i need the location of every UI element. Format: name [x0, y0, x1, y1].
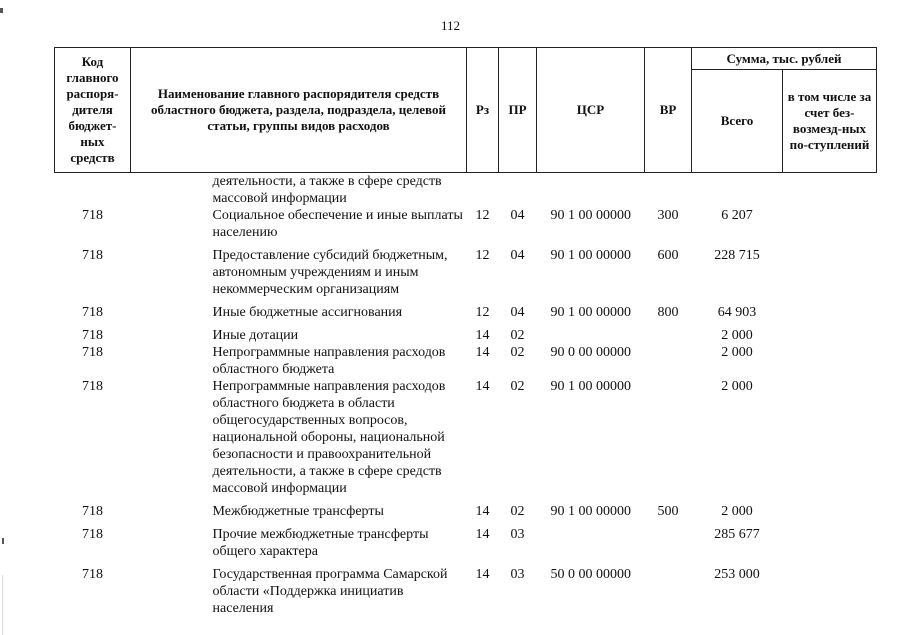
- row-code: 718: [82, 527, 103, 542]
- row-code: 718: [82, 504, 103, 519]
- row-name: Предоставление субсидий бюджетным, автономным учреждениям и иным некоммерческим организациям: [212, 248, 448, 297]
- table-row: [55, 503, 877, 520]
- row-total: 64 903: [717, 305, 757, 320]
- header-sum: Сумма, тыс. рублей: [692, 48, 877, 70]
- row-rz: 12: [475, 305, 490, 320]
- row-pr: 02: [510, 379, 525, 394]
- row-free: [783, 304, 877, 321]
- row-rz: 12: [475, 248, 490, 263]
- table-row: [55, 566, 877, 617]
- table-row: [55, 247, 877, 298]
- header-code: Код главного распоря-дителя бюджет-ных средств: [55, 48, 131, 173]
- row-rz: 14: [475, 345, 490, 360]
- row-total: 6 207: [721, 208, 753, 223]
- table-row: [55, 327, 877, 344]
- row-code: 718: [82, 248, 103, 263]
- row-name: Иные дотации: [212, 328, 299, 343]
- row-code: 718: [82, 379, 103, 394]
- row-name: Прочие межбюджетные трансферты общего характера: [212, 527, 429, 559]
- row-total: 2 000: [721, 379, 753, 394]
- table-row: [55, 207, 877, 241]
- row-csr: 50 0 00 00000: [550, 567, 631, 582]
- row-code: 718: [82, 328, 103, 343]
- row-pr: 04: [510, 208, 525, 223]
- row-total: 2 000: [721, 328, 753, 343]
- row-free: [783, 207, 877, 241]
- table-row: [55, 344, 877, 378]
- row-code: 718: [82, 567, 103, 582]
- row-csr: [537, 173, 645, 208]
- row-total: 2 000: [721, 504, 753, 519]
- scan-edge: [2, 575, 3, 635]
- row-total: 285 677: [714, 527, 760, 542]
- row-pr: 02: [510, 328, 525, 343]
- row-code: 718: [82, 305, 103, 320]
- row-pr: 03: [510, 567, 525, 582]
- header-vr: ВР: [645, 48, 692, 173]
- row-code: 718: [82, 208, 103, 223]
- row-rz: 14: [475, 567, 490, 582]
- row-total: 253 000: [714, 567, 760, 582]
- row-free: [783, 503, 877, 520]
- row-free: [783, 378, 877, 497]
- row-vr: 300: [657, 208, 679, 223]
- scan-mark: [2, 538, 4, 544]
- row-vr: [645, 173, 692, 208]
- row-vr: [645, 378, 692, 497]
- row-pr: 04: [510, 305, 525, 320]
- row-name: Межбюджетные трансферты: [212, 504, 384, 519]
- row-csr: 90 1 00 00000: [550, 305, 631, 320]
- row-name: Непрограммные направления расходов областного бюджета: [212, 345, 446, 377]
- row-total: [692, 173, 783, 208]
- page-number: 112: [441, 18, 461, 33]
- row-vr: [645, 566, 692, 617]
- row-rz: 14: [475, 527, 490, 542]
- row-csr: 90 1 00 00000: [550, 248, 631, 263]
- row-code: 718: [82, 345, 103, 360]
- row-csr: 90 1 00 00000: [550, 379, 631, 394]
- row-csr: 90 1 00 00000: [550, 504, 631, 519]
- row-vr: 600: [657, 248, 679, 263]
- row-vr: [645, 327, 692, 344]
- row-free: [783, 526, 877, 560]
- row-vr: [645, 526, 692, 560]
- header-name: Наименование главного распорядителя средств областного бюджета, раздела, подраздела, целевой статьи, группы видов расходов: [131, 48, 467, 173]
- row-csr: 90 1 00 00000: [550, 208, 631, 223]
- row-code: [55, 173, 131, 208]
- header-csr: ЦСР: [537, 48, 645, 173]
- row-free: [783, 173, 877, 208]
- table-row: [55, 173, 877, 208]
- row-name: Непрограммные направления расходов областного бюджета в области общегосударственных вопросов, национальной обороны, национальной безопасности и правоохранительной деятельности, а также в сфере средств массовой информации: [212, 379, 446, 496]
- expenditure-table: [54, 47, 877, 617]
- row-name: Социальное обеспечение и иные выплаты населению: [212, 208, 463, 240]
- row-vr: 800: [657, 305, 679, 320]
- row-name: деятельности, а также в сфере средств массовой информации: [212, 174, 442, 206]
- row-vr: 500: [657, 504, 679, 519]
- row-pr: 03: [510, 527, 525, 542]
- row-name: Иные бюджетные ассигнования: [212, 305, 403, 320]
- row-rz: 14: [475, 379, 490, 394]
- row-vr: [645, 344, 692, 378]
- header-free: в том числе за счет без-возмезд-ных по-ступлений: [783, 70, 877, 173]
- row-csr: 90 0 00 00000: [550, 345, 631, 360]
- scan-mark: [0, 8, 3, 13]
- row-free: [783, 344, 877, 378]
- row-pr: 02: [510, 345, 525, 360]
- row-name: Государственная программа Самарской области «Поддержка инициатив населения: [212, 567, 448, 616]
- row-rz: 14: [475, 504, 490, 519]
- table-body: [55, 173, 877, 618]
- row-pr: 04: [510, 248, 525, 263]
- row-pr: 02: [510, 504, 525, 519]
- table-row: [55, 378, 877, 497]
- row-csr: [537, 327, 645, 344]
- row-rz: [467, 173, 499, 208]
- row-free: [783, 566, 877, 617]
- row-free: [783, 247, 877, 298]
- table-row: [55, 304, 877, 321]
- row-total: 2 000: [721, 345, 753, 360]
- table-row: [55, 526, 877, 560]
- row-total: 228 715: [714, 248, 760, 263]
- header-total: Всего: [692, 70, 783, 173]
- row-free: [783, 327, 877, 344]
- row-rz: 12: [475, 208, 490, 223]
- row-csr: [537, 526, 645, 560]
- header-rz: Рз: [467, 48, 499, 173]
- header-pr: ПР: [499, 48, 537, 173]
- row-rz: 14: [475, 328, 490, 343]
- row-pr: [499, 173, 537, 208]
